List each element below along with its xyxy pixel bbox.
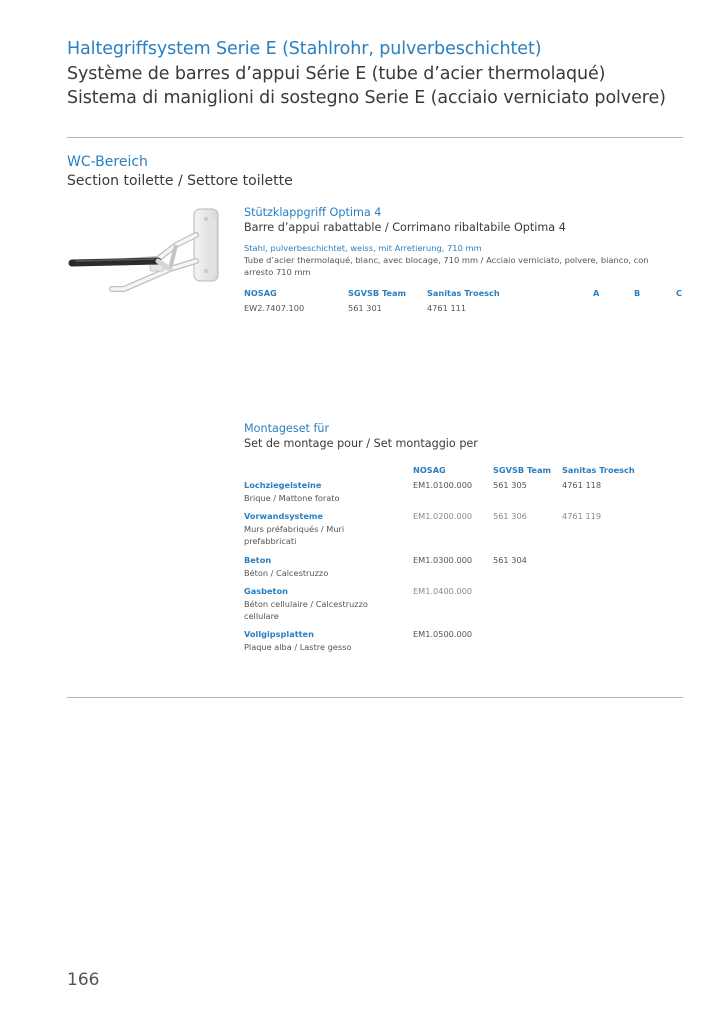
montage-row-label: Gasbeton	[244, 586, 288, 596]
montage-row-label: Vorwandsysteme	[244, 511, 323, 521]
col-header-sgvsb: SGVSB Team	[348, 288, 407, 298]
section-subtitle: Section toilette / Settore toilette	[67, 173, 293, 189]
montage-row-nosag: EM1.0200.000	[413, 511, 473, 521]
section-title: WC-Bereich	[67, 154, 148, 170]
montage-row-sanitas: 4761 119	[562, 511, 602, 521]
col-header-a: A	[593, 288, 600, 298]
montage-row-sub: prefabbricati	[244, 536, 297, 546]
montage-title: Montageset für	[244, 422, 330, 435]
product-spec-de: Stahl, pulverbeschichtet, weiss, mit Arretierung, 710 mm	[244, 243, 482, 253]
montage-row-sub: Murs préfabriqués / Muri	[244, 524, 345, 534]
product-sanitas: 4761 111	[427, 303, 467, 313]
montage-col-nosag: NOSAG	[413, 465, 446, 475]
product-spec-fr-it-1: Tube d’acier thermolaqué, blanc, avec blocage, 710 mm / Acciaio verniciato, polvere, bianco, con	[244, 255, 649, 265]
col-header-c: C	[676, 288, 683, 298]
montage-row-sub: cellulare	[244, 611, 279, 621]
montage-row-sub: Béton cellulaire / Calcestruzzo	[244, 599, 368, 609]
montage-row-sub: Béton / Calcestruzzo	[244, 568, 329, 578]
divider-top	[67, 137, 683, 138]
montage-subtitle: Set de montage pour / Set montaggio per	[244, 437, 478, 450]
montage-row-label: Vollgipsplatten	[244, 629, 314, 639]
grab-bar-image	[66, 205, 236, 295]
montage-row-nosag: EM1.0500.000	[413, 629, 473, 639]
montage-row-sgvsb: 561 304	[493, 555, 527, 565]
montage-row-label: Beton	[244, 555, 272, 565]
page-number: 166	[67, 970, 100, 990]
montage-row-sgvsb: 561 306	[493, 511, 527, 521]
page-title-it: Sistema di maniglioni di sostegno Serie E (acciaio verniciato polvere)	[67, 88, 666, 108]
montage-row-nosag: EM1.0400.000	[413, 586, 473, 596]
product-name: Stützklappgriff Optima 4	[244, 206, 382, 219]
montage-col-sgvsb: SGVSB Team	[493, 465, 552, 475]
montage-row-sub: Brique / Mattone forato	[244, 493, 340, 503]
page-title-fr: Système de barres d’appui Série E (tube d’acier thermolaqué)	[67, 64, 606, 84]
col-header-b: B	[634, 288, 641, 298]
product-name-translations: Barre d’appui rabattable / Corrimano ribaltabile Optima 4	[244, 221, 566, 234]
montage-row-sanitas: 4761 118	[562, 480, 602, 490]
divider-bottom	[67, 697, 683, 698]
product-sgvsb: 561 301	[348, 303, 382, 313]
montage-row-sgvsb: 561 305	[493, 480, 527, 490]
product-spec-fr-it-2: arresto 710 mm	[244, 267, 311, 277]
montage-row-nosag: EM1.0300.000	[413, 555, 473, 565]
montage-col-sanitas: Sanitas Troesch	[562, 465, 635, 475]
montage-row-nosag: EM1.0100.000	[413, 480, 473, 490]
page-title-de: Haltegriffsystem Serie E (Stahlrohr, pulverbeschichtet)	[67, 39, 542, 59]
montage-row-label: Lochziegelsteine	[244, 480, 322, 490]
col-header-nosag: NOSAG	[244, 288, 277, 298]
product-nosag: EW2.7407.100	[244, 303, 305, 313]
montage-row-sub: Plaque alba / Lastre gesso	[244, 642, 352, 652]
col-header-sanitas: Sanitas Troesch	[427, 288, 500, 298]
